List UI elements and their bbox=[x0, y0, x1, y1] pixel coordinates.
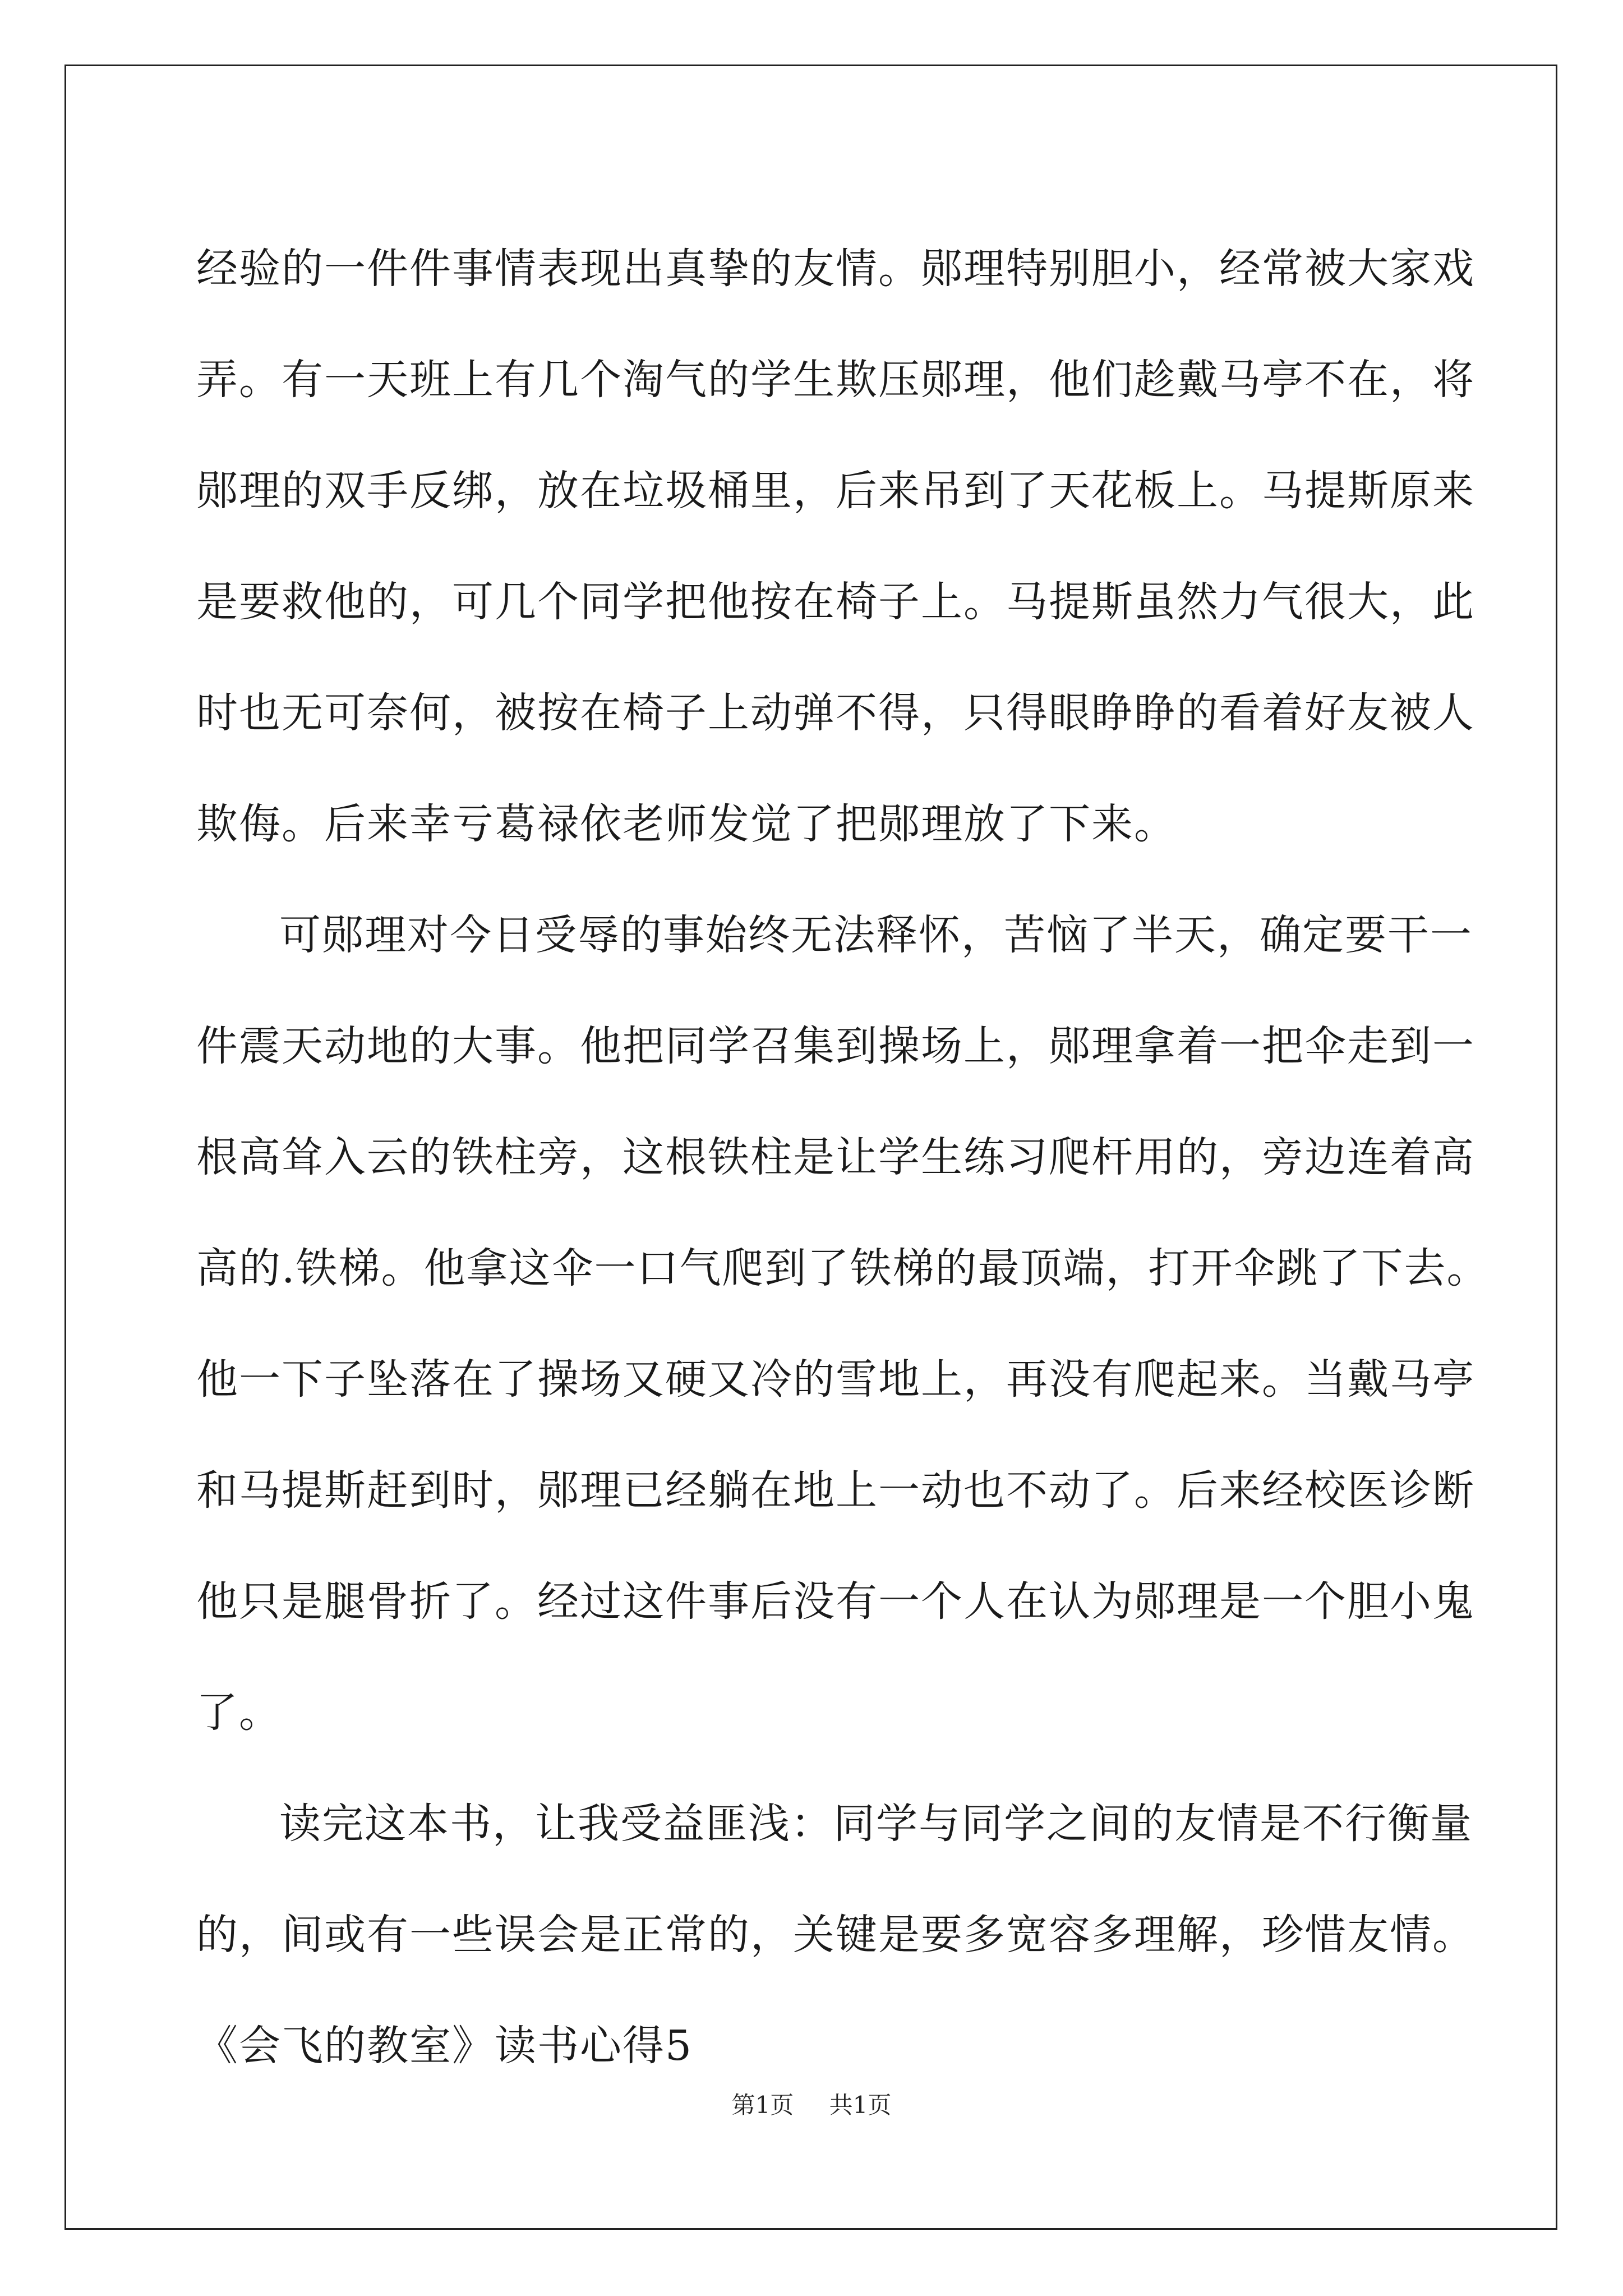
text-line-9: 根高耸入云的铁柱旁，这根铁柱是让学生练习爬杆用的，旁边连着高 bbox=[196, 1133, 1475, 1181]
document-body bbox=[196, 213, 1490, 2101]
text-line-11: 他一下子坠落在了操场又硬又冷的雪地上，再没有爬起来。当戴马亭 bbox=[196, 1355, 1475, 1404]
text-line-2: 弄。有一天班上有几个淘气的学生欺压郧理，他们趁戴马亭不在，将 bbox=[196, 356, 1475, 404]
page-number: 第1页 bbox=[731, 2091, 794, 2119]
text-line-1: 经验的一件件事情表现出真挚的友情。郧理特别胆小，经常被大家戏 bbox=[196, 245, 1475, 293]
section-heading: 《会飞的教室》读书心得5 bbox=[196, 2022, 693, 2070]
text-line-13: 他只是腿骨折了。经过这件事后没有一个人在认为郧理是一个胆小鬼 bbox=[196, 1577, 1475, 1626]
text-line-15: 读完这本书，让我受益匪浅：同学与同学之间的友情是不行衡量 bbox=[279, 1800, 1473, 1848]
text-line-6: 欺侮。后来幸亏葛禄依老师发觉了把郧理放了下来。 bbox=[196, 800, 1177, 848]
text-line-4: 是要救他的，可几个同学把他按在椅子上。马提斯虽然力气很大，此 bbox=[196, 578, 1475, 626]
text-line-14: 了。 bbox=[196, 1688, 282, 1737]
text-line-16: 的，间或有一些误会是正常的，关键是要多宽容多理解，珍惜友情。 bbox=[196, 1911, 1475, 1959]
text-line-5: 时也无可奈何，被按在椅子上动弹不得，只得眼睁睁的看着好友被人 bbox=[196, 689, 1475, 737]
page-total: 共1页 bbox=[829, 2091, 892, 2119]
text-line-7: 可郧理对今日受辱的事始终无法释怀，苦恼了半天，确定要干一 bbox=[279, 911, 1473, 959]
text-line-12: 和马提斯赶到时，郧理已经躺在地上一动也不动了。后来经校医诊断 bbox=[196, 1466, 1475, 1515]
page-footer bbox=[0, 2087, 1623, 2120]
text-line-3: 郧理的双手反绑，放在垃圾桶里，后来吊到了天花板上。马提斯原来 bbox=[196, 467, 1475, 515]
text-line-8: 件震天动地的大事。他把同学召集到操场上，郧理拿着一把伞走到一 bbox=[196, 1022, 1475, 1070]
text-line-10: 高的.铁梯。他拿这伞一口气爬到了铁梯的最顶端，打开伞跳了下去。 bbox=[196, 1244, 1490, 1292]
